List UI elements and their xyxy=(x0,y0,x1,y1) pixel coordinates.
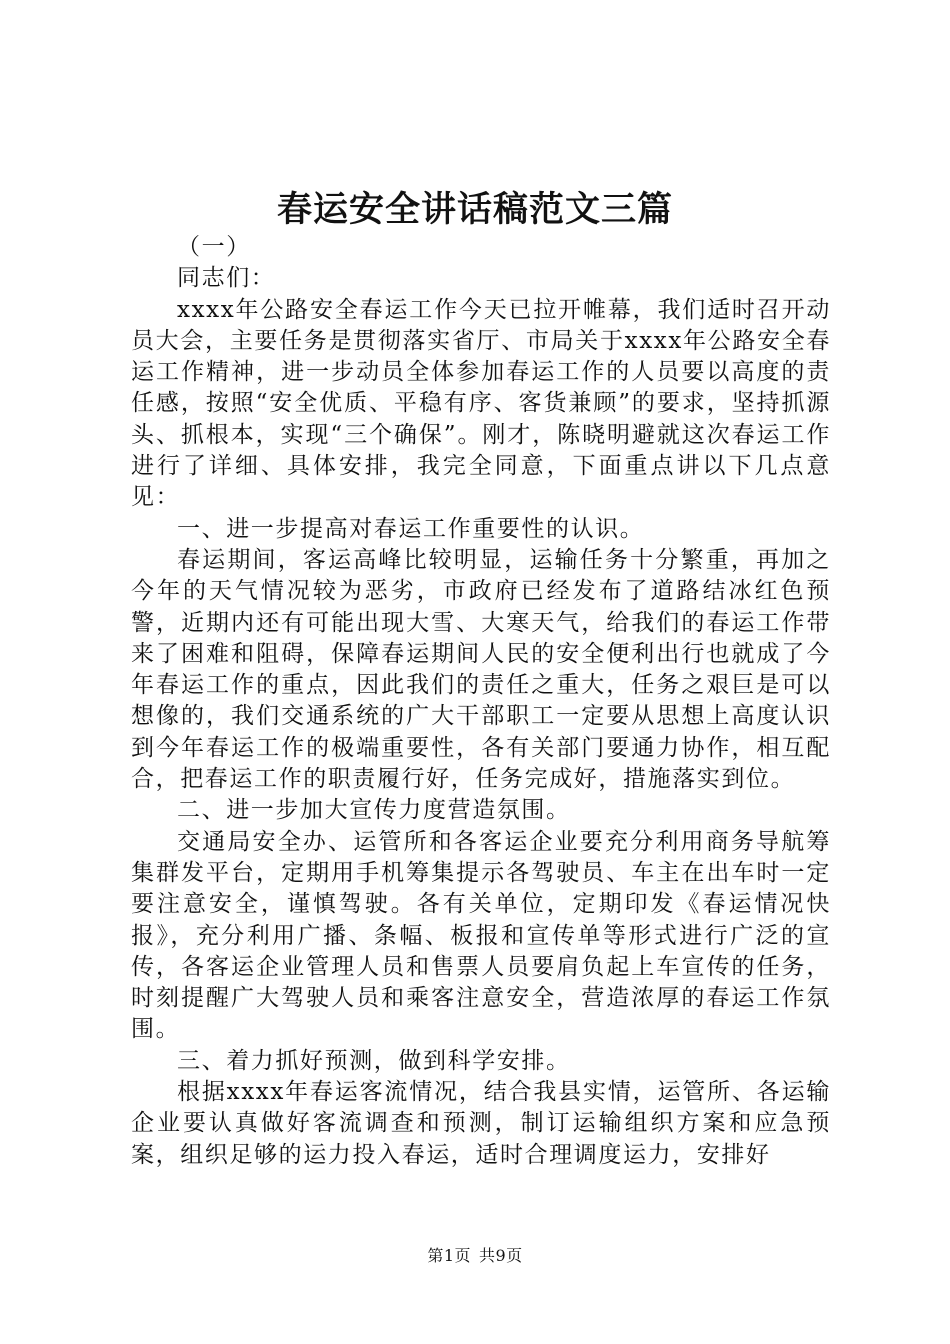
paragraph-3: 根据xxxx年春运客流情况，结合我县实情，运管所、各运输企业要认真做好客流调查和预测，制订运输组织方案和应急预案，组织足够的运力投入春运，适时合理调度运力，安排好 xyxy=(131,1079,831,1168)
page-number: 第1页 xyxy=(427,1246,471,1265)
heading-3: 三、着力抓好预测，做到科学安排。 xyxy=(177,1047,571,1074)
paragraph-intro: xxxx年公路安全春运工作今天已拉开帷幕，我们适时召开动员大会，主要任务是贯彻落实省厅、市局关于xxxx年公路安全春运工作精神，进一步动员全体参加春运工作的人员要以高度的责任感，按照“安全优质、平稳有序、客货兼顾”的要求，坚持抓源头、抓根本，实现“三个确保”。刚才，陈晓明避就这次春运工作进行了详细、具体安排，我完全同意，下面重点讲以下几点意见： xyxy=(131,296,831,511)
document-body xyxy=(131,232,831,1171)
heading-1: 一、进一步提高对春运工作重要性的认识。 xyxy=(177,515,645,542)
page-total: 共9页 xyxy=(479,1246,523,1265)
document-title: 春运安全讲话稿范文三篇 xyxy=(276,189,673,230)
page-footer xyxy=(0,1244,950,1268)
paragraph-1: 春运期间，客运高峰比较明显，运输任务十分繁重，再加之今年的天气情况较为恶劣，市政府已经发布了道路结冰红色预警，近期内还有可能出现大雪、大寒天气，给我们的春运工作带来了困难和阻碍，保障春运期间人民的安全便利出行也就成了今年春运工作的重点，因此我们的责任之重大，任务之艰巨是可以想像的，我们交通系统的广大干部职工一定要从思想上高度认识到今年春运工作的极端重要性，各有关部门要通力协作，相互配合，把春运工作的职责履行好，任务完成好，措施落实到位。 xyxy=(131,546,831,793)
paragraph-2: 交通局安全办、运管所和各客运企业要充分利用商务导航筹集群发平台，定期用手机筹集提示各驾驶员、车主在出车时一定要注意安全，谨慎驾驶。各有关单位，定期印发《春运情况快报》，充分利用广播、条幅、板报和宣传单等形式进行广泛的宣传，各客运企业管理人员和售票人员要肩负起上车宣传的任务，时刻提醒广大驾驶人员和乘客注意安全，营造浓厚的春运工作氛围。 xyxy=(131,828,831,1043)
salutation: 同志们： xyxy=(177,265,276,292)
section-marker: （一） xyxy=(177,234,251,260)
heading-2: 二、进一步加大宣传力度营造氛围。 xyxy=(177,797,571,824)
